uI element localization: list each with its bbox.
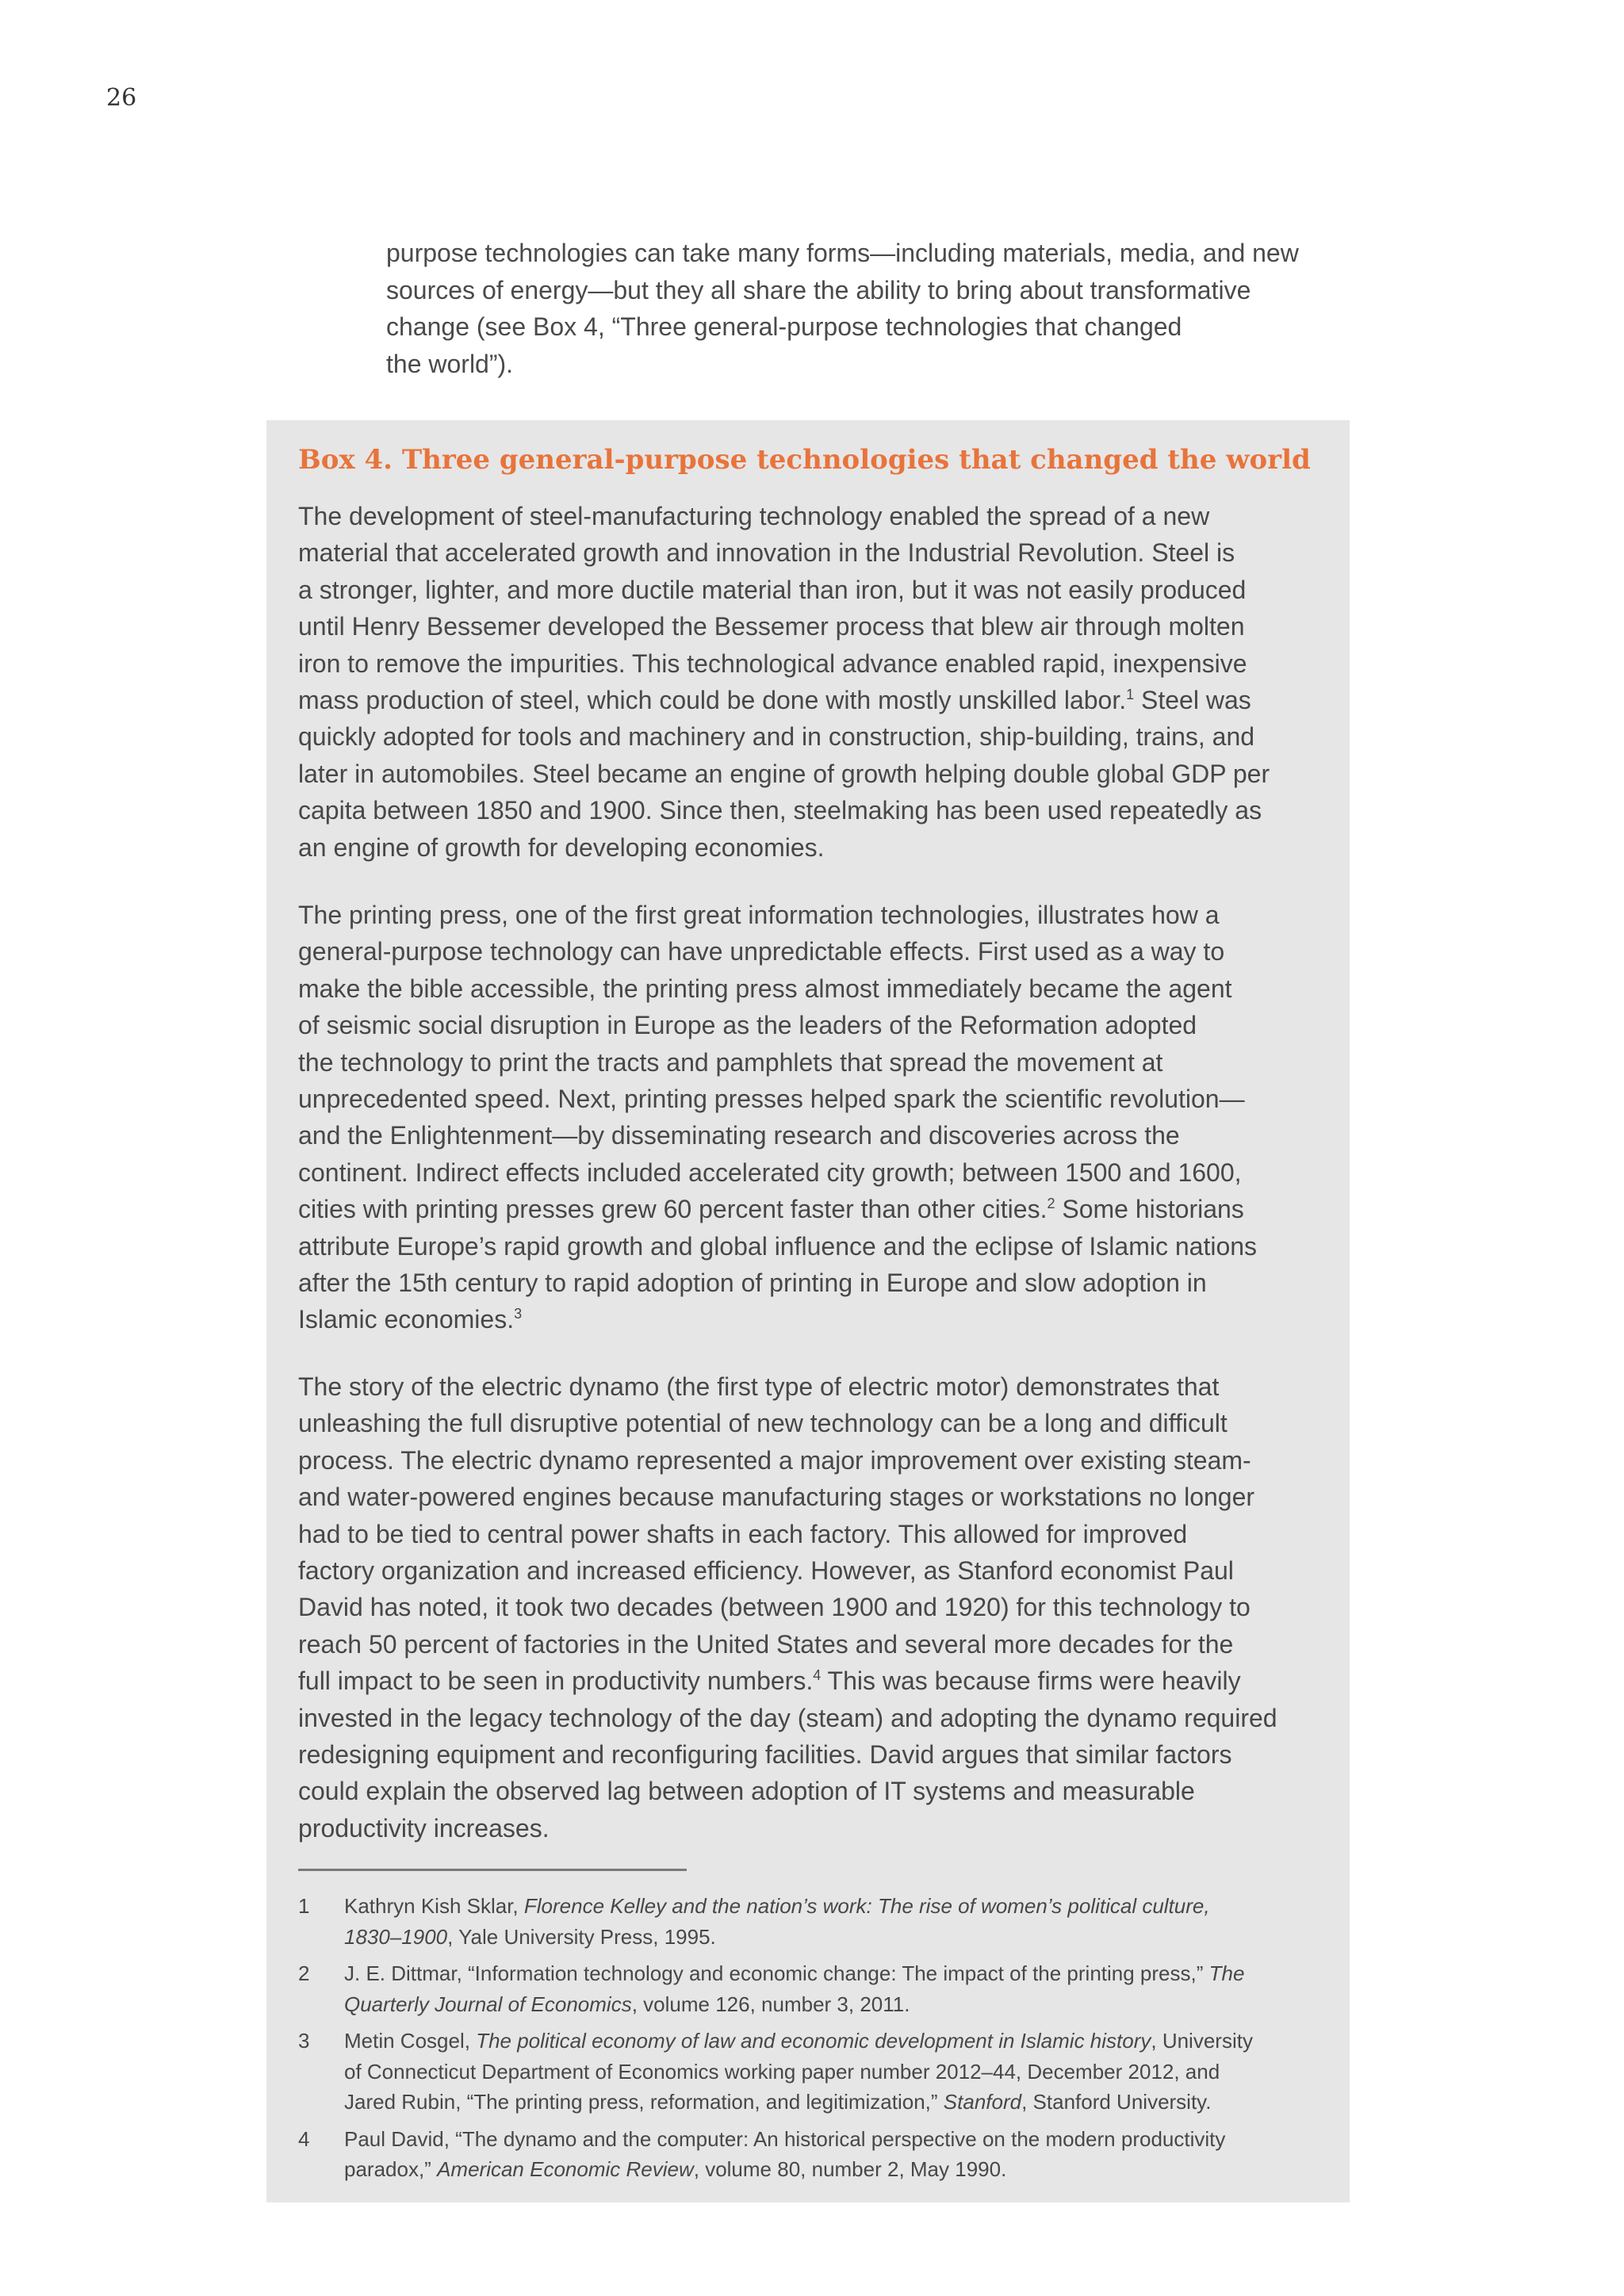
footnote-number: 4 bbox=[298, 2126, 310, 2151]
box-paragraph-electric-dynamo bbox=[298, 1368, 1345, 1846]
text-line bbox=[344, 1891, 1321, 1922]
text-line: general-purpose technology can have unpredictable effects. First used as a way to bbox=[298, 937, 1225, 966]
text-line: of Connecticut Department of Economics working paper number 2012–44, December 2012, and bbox=[344, 2059, 1220, 2084]
text-fragment: full impact to be seen in productivity numbers. bbox=[298, 1667, 814, 1696]
text-fragment: This was because firms were heavily bbox=[821, 1667, 1241, 1696]
text-line: of seismic social disruption in Europe as the leaders of the Reformation adopted bbox=[298, 1011, 1197, 1040]
footnote-ref-3[interactable]: 3 bbox=[514, 1306, 523, 1322]
text-fragment: Jared Rubin, “The printing press, reformation, and legitimization,” bbox=[344, 2090, 944, 2114]
footnote-number: 1 bbox=[298, 1894, 310, 1918]
citation-title: Stanford bbox=[943, 2090, 1022, 2114]
text-line bbox=[298, 1663, 1345, 1699]
intro-line: change (see Box 4, “Three general-purpose technologies that changed bbox=[386, 312, 1182, 341]
intro-line: purpose technologies can take many forms—including materials, media, and new bbox=[386, 239, 1299, 267]
text-fragment: Metin Cosgel, bbox=[344, 2029, 477, 2053]
footnote-number: 3 bbox=[298, 2029, 310, 2053]
text-line bbox=[344, 2026, 1321, 2057]
footnote-text bbox=[344, 2026, 1321, 2118]
text-line bbox=[298, 682, 1345, 718]
footnotes bbox=[298, 1891, 1321, 2191]
text-line: process. The electric dynamo represented a major improvement over existing steam- bbox=[298, 1445, 1251, 1475]
text-line: and water-powered engines because manufacturing stages or workstations no longer bbox=[298, 1483, 1255, 1512]
box-title: Box 4. Three general-purpose technologies that changed the world bbox=[298, 444, 1311, 476]
text-line: had to be tied to central power shafts in each factory. This allowed for improved bbox=[298, 1519, 1188, 1548]
text-line: continent. Indirect effects included accelerated city growth; between 1500 and 1600, bbox=[298, 1158, 1242, 1187]
footnote-ref-1[interactable]: 1 bbox=[1126, 687, 1135, 703]
text-line: redesigning equipment and reconfiguring facilities. David argues that similar factors bbox=[298, 1740, 1232, 1770]
text-line bbox=[344, 2087, 1321, 2118]
footnote-2 bbox=[298, 1958, 1321, 2019]
text-line: reach 50 percent of factories in the United States and several more decades for the bbox=[298, 1629, 1234, 1659]
text-line: material that accelerated growth and innovation in the Industrial Revolution. Steel is bbox=[298, 538, 1235, 568]
text-fragment: paradox,” bbox=[344, 2157, 438, 2181]
footnote-3 bbox=[298, 2026, 1321, 2118]
text-line: unprecedented speed. Next, printing presses helped spark the scientific revolution— bbox=[298, 1085, 1245, 1114]
text-line: until Henry Bessemer developed the Bessemer process that blew air through molten bbox=[298, 612, 1245, 641]
text-fragment: , Stanford University. bbox=[1021, 2090, 1212, 2114]
citation-title: The bbox=[1208, 1961, 1245, 1985]
footnote-4 bbox=[298, 2124, 1321, 2185]
text-fragment: , Yale University Press, 1995. bbox=[447, 1924, 716, 1949]
footnote-text bbox=[344, 1891, 1321, 1952]
citation-title: Florence Kelley and the nation’s work: The rise of women’s political culture, bbox=[523, 1894, 1210, 1918]
text-line: attribute Europe’s rapid growth and global influence and the eclipse of Islamic nations bbox=[298, 1231, 1258, 1261]
text-line: The printing press, one of the first great information technologies, illustrates how a bbox=[298, 901, 1220, 929]
text-line: unleashing the full disruptive potential of new technology can be a long and difficult bbox=[298, 1409, 1228, 1438]
text-line: Paul David, “The dynamo and the computer: An historical perspective on the modern productivity bbox=[344, 2126, 1226, 2151]
text-fragment: , University bbox=[1151, 2029, 1253, 2053]
text-line: David has noted, it took two decades (between 1900 and 1920) for this technology to bbox=[298, 1593, 1251, 1622]
footnote-text bbox=[344, 1958, 1321, 2019]
text-line: could explain the observed lag between adoption of IT systems and measurable bbox=[298, 1777, 1195, 1806]
box-paragraph-steel bbox=[298, 498, 1345, 866]
footnote-text bbox=[344, 2124, 1321, 2185]
text-line: factory organization and increased efficiency. However, as Stanford economist Paul bbox=[298, 1556, 1234, 1586]
text-line bbox=[298, 1301, 1345, 1337]
text-fragment: mass production of steel, which could be done with mostly unskilled labor. bbox=[298, 686, 1127, 715]
footnote-1 bbox=[298, 1891, 1321, 1952]
text-line: later in automobiles. Steel became an engine of growth helping double global GDP per bbox=[298, 759, 1270, 788]
citation-title: 1830–1900 bbox=[344, 1924, 448, 1949]
text-line: The development of steel-manufacturing technology enabled the spread of a new bbox=[298, 502, 1210, 530]
text-fragment: Kathryn Kish Sklar, bbox=[344, 1894, 524, 1918]
text-line bbox=[344, 1922, 1321, 1953]
text-line: quickly adopted for tools and machinery and in construction, ship-building, trains, and bbox=[298, 722, 1255, 752]
text-line: The story of the electric dynamo (the first type of electric motor) demonstrates that bbox=[298, 1372, 1220, 1401]
text-line: a stronger, lighter, and more ductile material than iron, but it was not easily produced bbox=[298, 575, 1247, 604]
text-fragment: Steel was bbox=[1134, 686, 1251, 715]
citation-title: American Economic Review bbox=[437, 2157, 694, 2181]
sidebar-box bbox=[266, 420, 1350, 2202]
footnote-ref-4[interactable]: 4 bbox=[813, 1667, 822, 1684]
text-line: and the Enlightenment—by disseminating research and discoveries across the bbox=[298, 1121, 1180, 1150]
text-fragment: Some historians bbox=[1055, 1195, 1244, 1224]
text-line bbox=[298, 1191, 1345, 1227]
intro-paragraph bbox=[386, 235, 1369, 382]
footnote-number: 2 bbox=[298, 1961, 310, 1985]
text-fragment: , volume 80, number 2, May 1990. bbox=[693, 2157, 1007, 2181]
text-fragment: cities with printing presses grew 60 percent faster than other cities. bbox=[298, 1195, 1048, 1224]
text-fragment: , volume 126, number 3, 2011. bbox=[631, 1992, 910, 2016]
intro-line: the world”). bbox=[386, 349, 514, 378]
intro-line: sources of energy—but they all share the ability to bring about transformative bbox=[386, 275, 1251, 304]
text-line: after the 15th century to rapid adoption of printing in Europe and slow adoption in bbox=[298, 1269, 1207, 1298]
text-line: productivity increases. bbox=[298, 1813, 550, 1843]
text-line: an engine of growth for developing economies. bbox=[298, 832, 825, 862]
footnote-ref-2[interactable]: 2 bbox=[1047, 1196, 1055, 1212]
text-line: make the bible accessible, the printing press almost immediately became the agent bbox=[298, 974, 1232, 1003]
box-paragraph-printing-press bbox=[298, 897, 1345, 1338]
text-fragment: Islamic economies. bbox=[298, 1305, 515, 1334]
citation-title: The political economy of law and economic development in Islamic history bbox=[476, 2029, 1151, 2053]
text-fragment: J. E. Dittmar, “Information technology and economic change: The impact of the printing press,” bbox=[344, 1961, 1209, 1985]
text-line: the technology to print the tracts and pamphlets that spread the movement at bbox=[298, 1047, 1163, 1077]
page-number: 26 bbox=[106, 84, 137, 112]
text-line bbox=[344, 2154, 1321, 2185]
text-line: capita between 1850 and 1900. Since then, steelmaking has been used repeatedly as bbox=[298, 796, 1262, 825]
text-line: iron to remove the impurities. This technological advance enabled rapid, inexpensive bbox=[298, 649, 1247, 678]
citation-title: Quarterly Journal of Economics bbox=[344, 1992, 632, 2016]
text-line bbox=[344, 1989, 1321, 2020]
footnote-divider bbox=[298, 1869, 687, 1871]
text-line: invested in the legacy technology of the day (steam) and adopting the dynamo required bbox=[298, 1703, 1277, 1732]
text-line bbox=[344, 1958, 1321, 1989]
